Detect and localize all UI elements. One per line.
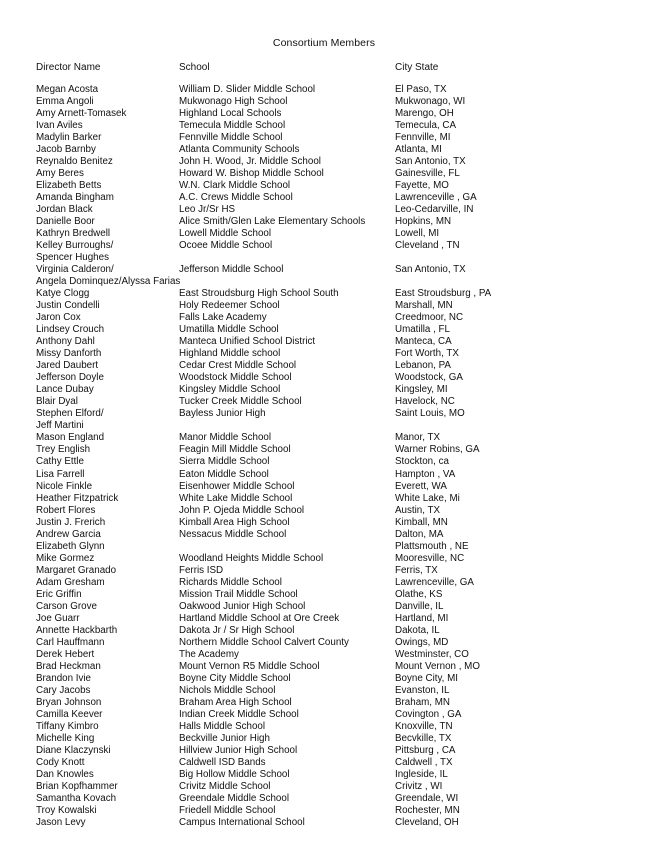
city-state: Austin, TX [395,504,441,516]
school-name: Richards Middle School [179,576,282,588]
member-row [36,132,626,144]
school-name: Campus International School [179,816,305,828]
school-name: Jefferson Middle School [179,264,284,276]
member-row [36,721,626,733]
school-name: Ferris ISD [179,564,224,576]
director-name: Blair Dyal [36,396,78,408]
city-state: Ferris, TX [395,564,438,576]
member-row [36,276,626,288]
school-name: Nichols Middle School [179,684,276,696]
city-state: Ingleside, IL [395,768,448,780]
director-name: Joe Guarr [36,612,80,624]
member-row [36,577,626,589]
director-name: Emma Angoli [36,96,94,108]
member-row [36,96,626,108]
school-name: Umatilla Middle School [179,324,279,336]
director-name: Justin J. Frerich [36,516,106,528]
header-school: School [179,62,210,73]
school-name: Manteca Unified School District [179,336,316,348]
member-row [36,108,626,120]
city-state: Marengo, OH [395,108,454,120]
director-name: Jordan Black [36,204,93,216]
school-name: The Academy [179,648,239,660]
city-state: Cleveland, OH [395,816,459,828]
director-name: Danielle Boor [36,216,95,228]
city-state: Kimball, MN [395,516,448,528]
director-name: Bryan Johnson [36,696,102,708]
city-state: Fort Worth, TX [395,348,459,360]
director-name: Carl Hauffmann [36,636,105,648]
director-name: Madylin Barker [36,132,102,144]
member-row [36,685,626,697]
director-name: Samantha Kovach [36,792,117,804]
director-name: Troy Kowalski [36,804,97,816]
member-row [36,793,626,805]
city-state: Boyne City, MI [395,672,458,684]
member-row [36,252,626,264]
city-state: Lowell, MI [395,228,440,240]
school-name: Fennville Middle School [179,132,283,144]
member-row [36,769,626,781]
school-name: William D. Slider Middle School [179,84,316,95]
school-name: Highland Local Schools [179,108,282,120]
school-name: Kimball Area High School [179,516,290,528]
school-name: Eaton Middle School [179,468,269,480]
school-name: White Lake Middle School [179,492,293,504]
member-row [36,336,626,348]
member-row [36,84,626,96]
member-row [36,517,626,529]
city-state: Becvkille, TX [395,732,452,744]
member-row [36,505,626,517]
city-state: Evanston, IL [395,684,450,696]
city-state: Mukwonago, WI [395,96,466,108]
school-name: Crivitz Middle School [179,780,271,792]
school-name: Mount Vernon R5 Middle School [179,660,320,672]
member-row [36,697,626,709]
city-state: Leo-Cedarville, IN [395,204,474,216]
member-row [36,168,626,180]
school-name: Indian Creek Middle School [179,708,299,720]
city-state: Covington , GA [395,708,462,720]
city-state: Saint Louis, MO [395,408,465,420]
school-name: Tucker Creek Middle School [179,396,302,408]
city-state: Greendale, WI [395,792,459,804]
director-name: Trey English [36,444,91,456]
director-name: Elizabeth Glynn [36,540,105,552]
school-name: Temecula Middle School [179,120,286,132]
city-state: Cleveland , TN [395,240,460,252]
director-name: Tiffany Kimbro [36,720,99,732]
school-name: Bayless Junior High [179,408,266,420]
school-name: Leo Jr/Sr HS [179,204,236,216]
member-row [36,565,626,577]
school-name: Falls Lake Academy [179,312,267,324]
director-name: Kelley Burroughs/ [36,240,114,252]
member-row [36,661,626,673]
member-row [36,817,626,829]
school-name: Greendale Middle School [179,792,290,804]
city-state: San Antonio, TX [395,156,466,168]
school-name: Beckville Junior High [179,732,270,744]
director-name: Amy Arnett-Tomasek [36,108,127,120]
director-name: Missy Danforth [36,348,102,360]
school-name: Oakwood Junior High School [179,600,306,612]
member-row [36,312,626,324]
city-state: San Antonio, TX [395,264,466,276]
school-name: Dakota Jr / Sr High School [179,624,295,636]
header-director-name: Director Name [36,62,101,73]
member-row [36,288,626,300]
city-state: Dalton, MA [395,528,444,540]
school-name: Caldwell ISD Bands [179,756,266,768]
director-name: Adam Gresham [36,576,105,588]
school-name: Ocoee Middle School [179,240,273,252]
school-name: Alice Smith/Glen Lake Elementary Schools [179,216,366,228]
school-name: Northern Middle School Calvert County [179,636,349,648]
member-row [36,649,626,661]
director-name: Brian Kopfhammer [36,780,118,792]
director-name: Lance Dubay [36,384,94,396]
member-row [36,553,626,565]
school-name: Mukwonago High School [179,96,288,108]
member-row [36,408,626,420]
director-name: Margaret Granado [36,564,117,576]
city-state: Pittsburg , CA [395,744,456,756]
director-name: Camilla Keever [36,708,103,720]
school-name: Highland Middle school [179,348,281,360]
director-name: Justin Condelli [36,300,100,312]
school-name: A.C. Crews Middle School [179,192,293,204]
school-name: Friedell Middle School [179,804,276,816]
city-state: El Paso, TX [395,84,447,95]
city-state: Mooresville, NC [395,552,465,564]
city-state: Olathe, KS [395,588,443,600]
director-name: Andrew Garcia [36,528,101,540]
director-name: Ivan Aviles [36,120,83,132]
city-state: Hopkins, MN [395,216,452,228]
member-row [36,228,626,240]
director-name: Heather Fitzpatrick [36,492,119,504]
director-name: Cathy Ettle [36,456,84,468]
member-row [36,120,626,132]
director-name: Megan Acosta [36,84,99,95]
member-row [36,529,626,541]
city-state: Crivitz , WI [395,780,443,792]
school-name: Braham Area High School [179,696,292,708]
director-name: Virginia Calderon/ [36,264,114,276]
school-name: Kingsley Middle School [179,384,281,396]
city-state: Creedmoor, NC [395,312,464,324]
city-state: Plattsmouth , NE [395,540,469,552]
school-name: Sierra Middle School [179,456,270,468]
member-row [36,469,626,481]
city-state: Gainesville, FL [395,168,460,180]
city-state: Dakota, IL [395,624,440,636]
city-state: Manor, TX [395,432,441,444]
member-row [36,264,626,276]
director-name: Amanda Bingham [36,192,114,204]
member-row [36,601,626,613]
school-name: Atlanta Community Schools [179,144,300,156]
city-state: Warner Robins, GA [395,444,480,456]
director-name: Amy Beres [36,168,84,180]
member-row [36,745,626,757]
school-name: Woodstock Middle School [179,372,292,384]
member-row [36,733,626,745]
member-row [36,300,626,312]
school-name: Woodland Heights Middle School [179,552,324,564]
school-name: Lowell Middle School [179,228,272,240]
director-name: Annette Hackbarth [36,624,118,636]
member-row [36,541,626,553]
city-state: Hartland, MI [395,612,449,624]
director-name: Jason Levy [36,816,86,828]
director-name: Brandon Ivie [36,672,92,684]
city-state: Kingsley, MI [395,384,448,396]
school-name: Feagin Mill Middle School [179,444,291,456]
city-state: Lebanon, PA [395,360,451,372]
school-name: W.N. Clark Middle School [179,180,291,192]
member-row [36,324,626,336]
director-name: Diane Klaczynski [36,744,111,756]
director-name: Robert Flores [36,504,96,516]
school-name: Nessacus Middle School [179,528,287,540]
city-state: Caldwell , TX [395,756,453,768]
school-name: Big Hollow Middle School [179,768,290,780]
member-row [36,481,626,493]
member-row [36,673,626,685]
member-row [36,372,626,384]
school-name: Holy Redeemer School [179,300,280,312]
member-row [36,156,626,168]
member-row [36,432,626,444]
director-name: Dan Knowles [36,768,94,780]
page-title: Consortium Members [272,37,376,49]
director-name: Jefferson Doyle [36,372,104,384]
director-name: Katye Clogg [36,288,90,300]
director-name: Nicole Finkle [36,480,93,492]
member-row [36,625,626,637]
director-name: Carson Grove [36,600,97,612]
member-row [36,781,626,793]
column-header-row [36,62,616,74]
member-row [36,216,626,228]
director-name: Elizabeth Betts [36,180,102,192]
school-name: Halls Middle School [179,720,266,732]
member-row [36,420,626,432]
city-state: East Stroudsburg , PA [395,288,492,300]
city-state: Manteca, CA [395,336,452,348]
school-name: John H. Wood, Jr. Middle School [179,156,321,168]
member-row [36,348,626,360]
school-name: Manor Middle School [179,432,272,444]
member-list [36,84,626,829]
member-row [36,493,626,505]
city-state: Braham, MN [395,696,450,708]
city-state: Everett, WA [395,480,447,492]
school-name: John P. Ojeda Middle School [179,504,305,516]
director-name: Spencer Hughes [36,252,109,264]
school-name: Mission Trail Middle School [179,588,298,600]
city-state: Lawrenceville , GA [395,192,477,204]
member-row [36,240,626,252]
director-name: Kathryn Bredwell [36,228,111,240]
city-state: Marshall, MN [395,300,453,312]
director-name: Derek Hebert [36,648,95,660]
director-name: Lisa Farrell [36,468,85,480]
member-row [36,709,626,721]
city-state: Umatilla , FL [395,324,450,336]
member-row [36,180,626,192]
school-name: Eisenhower Middle School [179,480,295,492]
city-state: Rochester, MN [395,804,460,816]
member-row [36,396,626,408]
member-row [36,589,626,601]
member-row [36,444,626,456]
director-name: Brad Heckman [36,660,101,672]
member-row [36,204,626,216]
director-name: Anthony Dahl [36,336,95,348]
city-state: Atlanta, MI [395,144,442,156]
city-state: Stockton, ca [395,456,449,468]
member-row [36,637,626,649]
director-name: Lindsey Crouch [36,324,105,336]
city-state: White Lake, Mi [395,492,460,504]
header-city-state: City State [395,62,439,73]
member-row [36,805,626,817]
city-state: Temecula, CA [395,120,456,132]
member-row [36,613,626,625]
school-name: East Stroudsburg High School South [179,288,339,300]
city-state: Fennville, MI [395,132,451,144]
school-name: Hillview Junior High School [179,744,298,756]
school-name: Hartland Middle School at Ore Creek [179,612,340,624]
director-name: Cody Knott [36,756,85,768]
director-name: Michelle King [36,732,95,744]
member-row [36,144,626,156]
member-row [36,384,626,396]
member-row [36,757,626,769]
school-name: Howard W. Bishop Middle School [179,168,324,180]
member-row [36,192,626,204]
director-name: Jared Daubert [36,360,99,372]
city-state: Lawrenceville, GA [395,576,474,588]
member-row [36,456,626,468]
director-name: Mike Gormez [36,552,95,564]
school-name: Cedar Crest Middle School [179,360,297,372]
city-state: Hampton , VA [395,468,456,480]
city-state: Fayette, MO [395,180,449,192]
city-state: Woodstock, GA [395,372,463,384]
director-name: Reynaldo Benitez [36,156,113,168]
director-name: Mason England [36,432,105,444]
director-name: Angela Dominquez/Alyssa Farias [36,276,181,288]
city-state: Mount Vernon , MO [395,660,480,672]
city-state: Knoxville, TN [395,720,453,732]
city-state: Westminster, CO [395,648,469,660]
director-name: Jacob Barnby [36,144,96,156]
city-state: Havelock, NC [395,396,455,408]
school-name: Boyne City Middle School [179,672,291,684]
director-name: Stephen Elford/ [36,408,104,420]
city-state: Owings, MD [395,636,449,648]
city-state: Danville, IL [395,600,444,612]
director-name: Eric Griffin [36,588,82,600]
director-name: Jaron Cox [36,312,81,324]
member-row [36,360,626,372]
director-name: Cary Jacobs [36,684,91,696]
director-name: Jeff Martini [36,420,84,432]
